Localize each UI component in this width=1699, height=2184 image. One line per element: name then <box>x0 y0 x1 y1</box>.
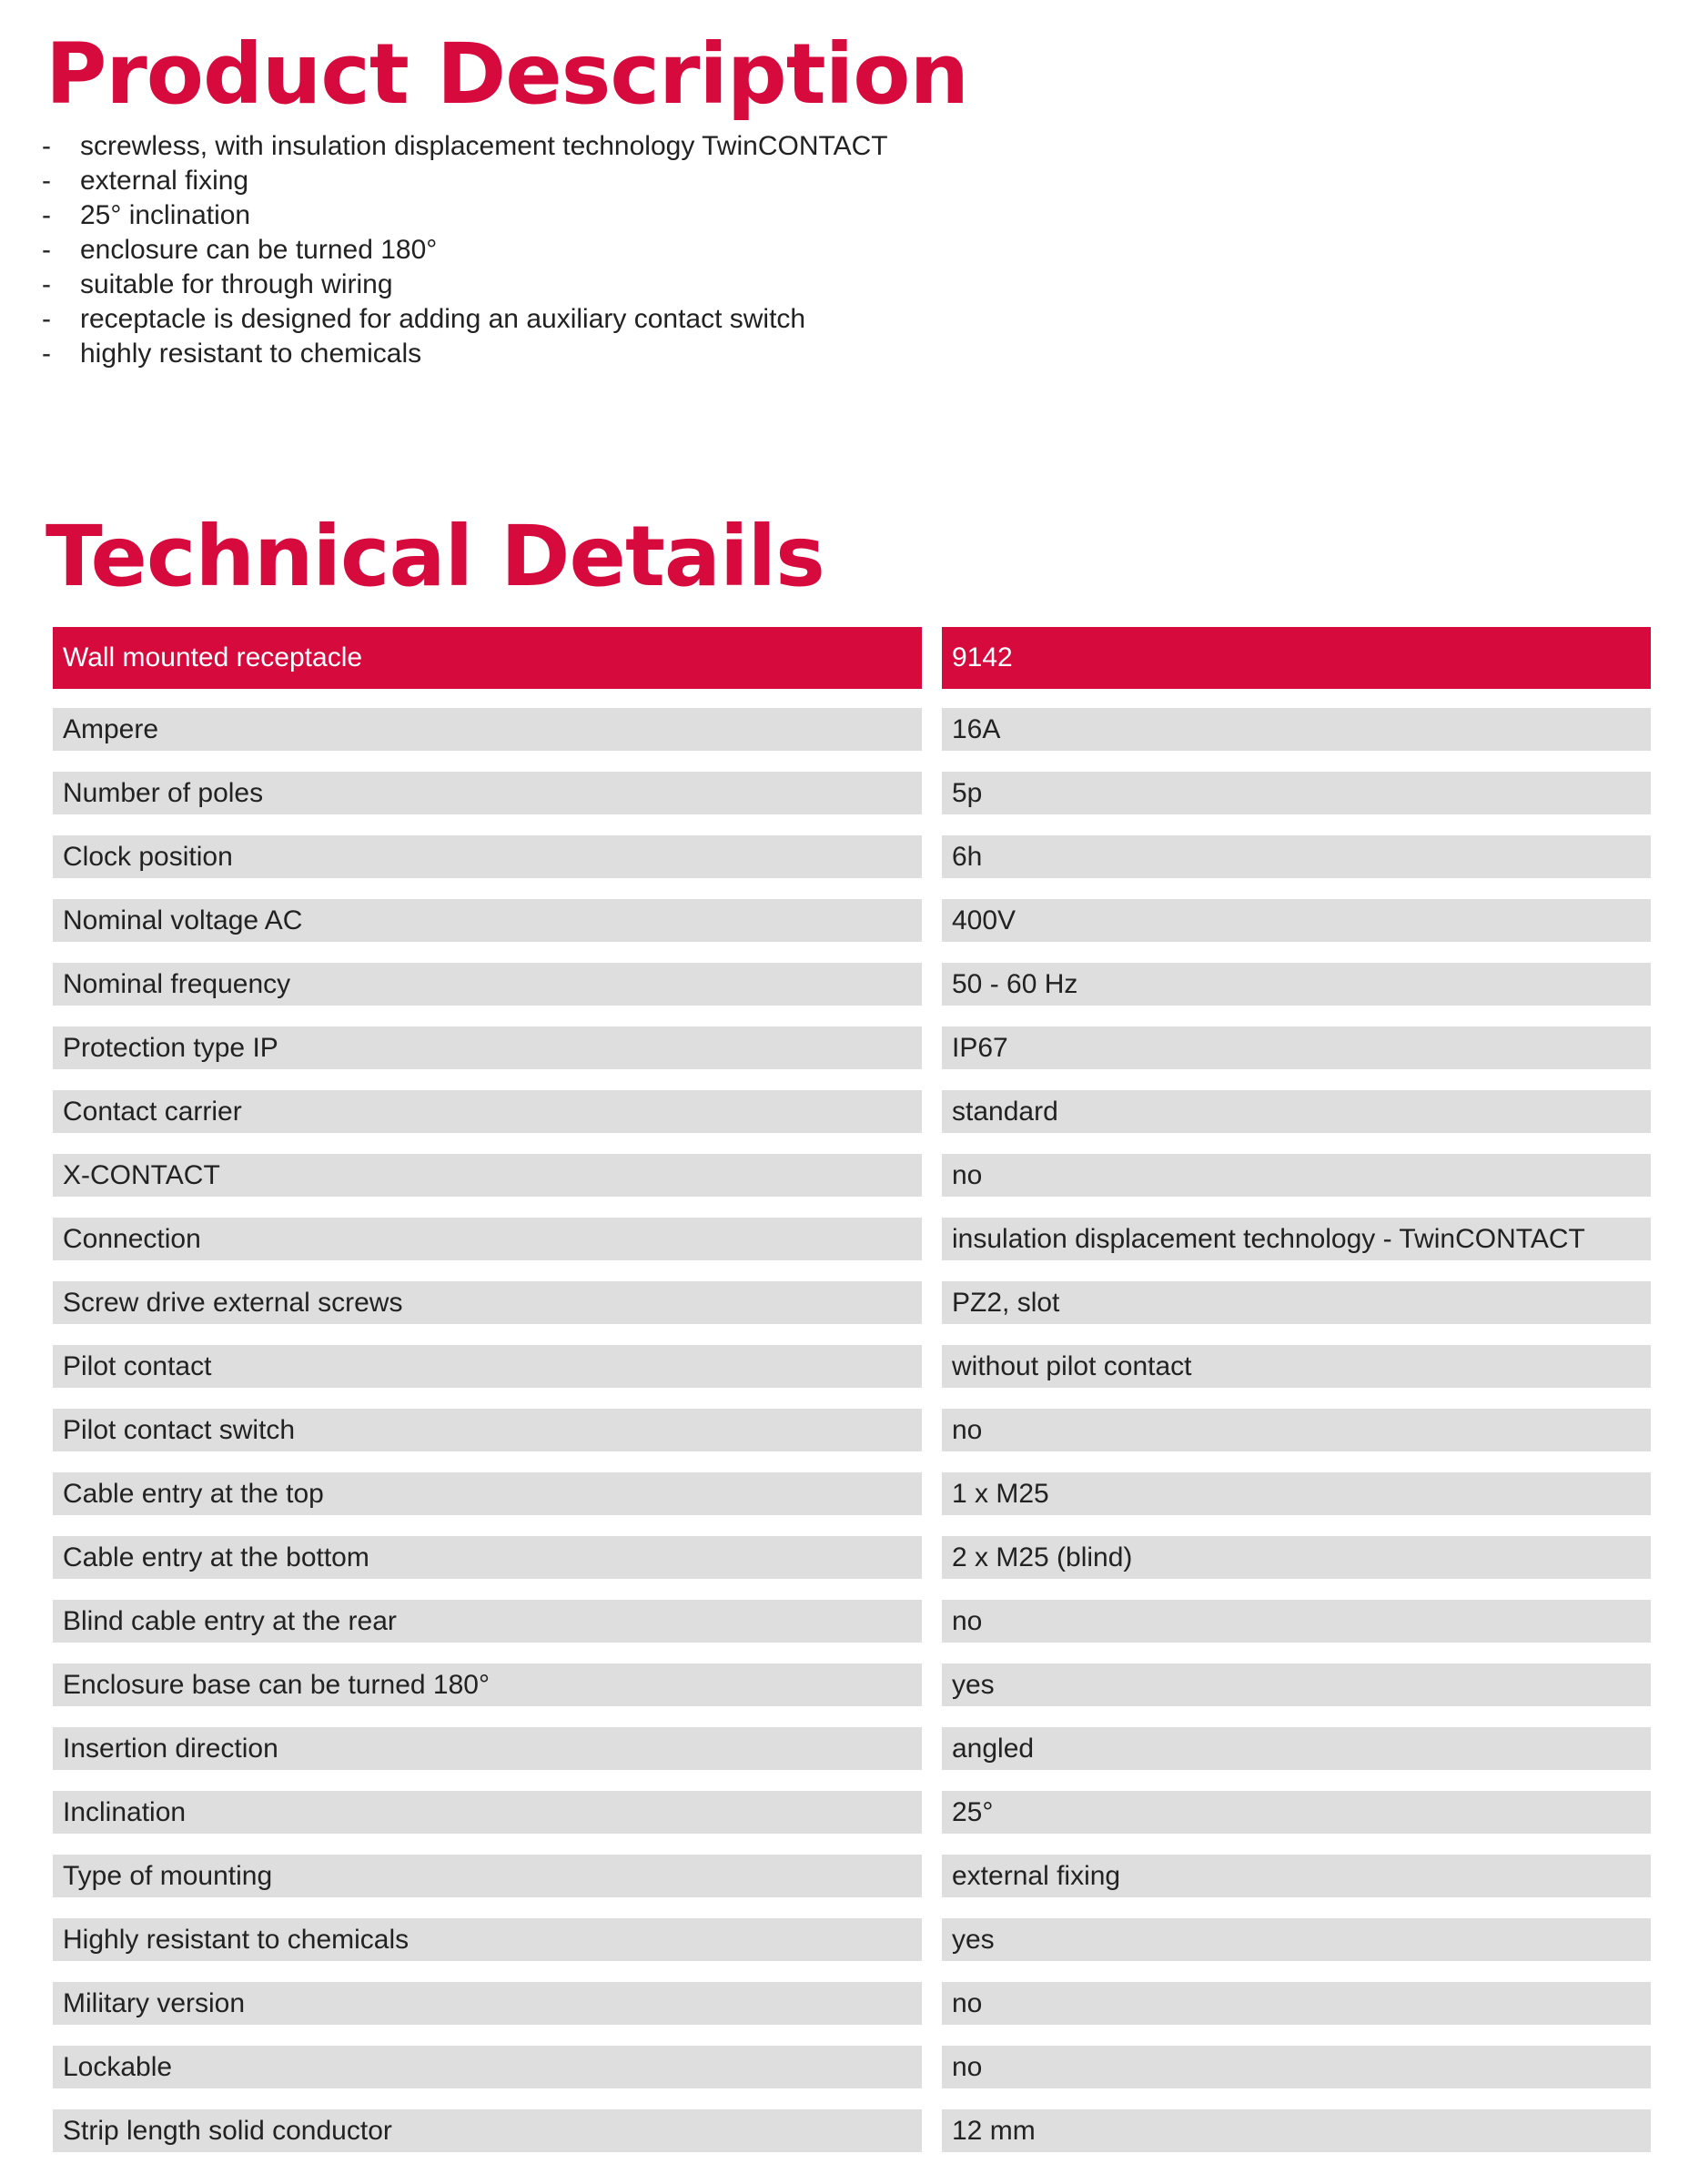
list-dash: - <box>42 339 51 369</box>
spec-value: yes <box>942 1663 1651 1706</box>
spec-row <box>53 1918 1651 1982</box>
spec-value: no <box>942 1154 1651 1197</box>
feature-list <box>42 129 888 371</box>
spec-label: Insertion direction <box>53 1727 922 1770</box>
spec-value: standard <box>942 1090 1651 1133</box>
spec-row <box>53 1663 1651 1727</box>
spec-label: Military version <box>53 1982 922 2025</box>
spec-row <box>53 2109 1651 2173</box>
spec-row <box>53 1154 1651 1218</box>
spec-row <box>53 1090 1651 1154</box>
spec-value: no <box>942 1982 1651 2025</box>
spec-label: Number of poles <box>53 772 922 814</box>
feature-item <box>42 129 888 164</box>
spec-label: X-CONTACT <box>53 1154 922 1197</box>
feature-item <box>42 164 888 198</box>
spec-rows <box>53 708 1651 2173</box>
spec-row <box>53 708 1651 772</box>
spec-label: Connection <box>53 1218 922 1260</box>
spec-row <box>53 772 1651 835</box>
list-dash: - <box>42 200 51 230</box>
spec-label: Inclination <box>53 1791 922 1834</box>
feature-text: enclosure can be turned 180° <box>80 235 438 265</box>
article-number: 9142 <box>942 627 1651 689</box>
feature-text: receptacle is designed for adding an auxiliary contact switch <box>80 304 806 334</box>
spec-row <box>53 1791 1651 1855</box>
feature-item <box>42 337 888 371</box>
spec-row <box>53 1727 1651 1791</box>
spec-value: no <box>942 2046 1651 2088</box>
spec-row <box>53 1218 1651 1281</box>
feature-item <box>42 198 888 233</box>
spec-row <box>53 1345 1651 1409</box>
spec-row <box>53 899 1651 963</box>
spec-label: Pilot contact switch <box>53 1409 922 1451</box>
feature-item <box>42 302 888 337</box>
spec-label: Protection type IP <box>53 1026 922 1069</box>
spec-row <box>53 1281 1651 1345</box>
spec-label: Cable entry at the top <box>53 1472 922 1515</box>
feature-text: screwless, with insulation displacement technology TwinCONTACT <box>80 131 888 161</box>
spec-value: 2 x M25 (blind) <box>942 1536 1651 1579</box>
technical-details-heading: Technical Details <box>46 508 824 605</box>
list-dash: - <box>42 131 51 161</box>
spec-label: Contact carrier <box>53 1090 922 1133</box>
spec-label: Blind cable entry at the rear <box>53 1600 922 1643</box>
spec-label: Cable entry at the bottom <box>53 1536 922 1579</box>
spec-label: Highly resistant to chemicals <box>53 1918 922 1961</box>
spec-value: no <box>942 1600 1651 1643</box>
spec-row <box>53 963 1651 1026</box>
technical-details-table <box>53 627 1651 2173</box>
spec-label: Enclosure base can be turned 180° <box>53 1663 922 1706</box>
spec-label: Pilot contact <box>53 1345 922 1388</box>
spec-value: 1 x M25 <box>942 1472 1651 1515</box>
product-description-heading: Product Description <box>46 25 968 123</box>
spec-label: Nominal voltage AC <box>53 899 922 942</box>
list-dash: - <box>42 304 51 334</box>
spec-row <box>53 2046 1651 2109</box>
spec-value: 12 mm <box>942 2109 1651 2152</box>
spec-label: Strip length solid conductor <box>53 2109 922 2152</box>
list-dash: - <box>42 166 51 196</box>
spec-row <box>53 1026 1651 1090</box>
spec-label: Type of mounting <box>53 1855 922 1897</box>
list-dash: - <box>42 269 51 299</box>
spec-row <box>53 835 1651 899</box>
spec-label: Nominal frequency <box>53 963 922 1006</box>
spec-value: insulation displacement technology - TwinCONTACT <box>942 1218 1651 1260</box>
spec-row <box>53 1409 1651 1472</box>
feature-text: external fixing <box>80 166 249 196</box>
spec-label: Screw drive external screws <box>53 1281 922 1324</box>
spec-row <box>53 1600 1651 1663</box>
spec-label: Ampere <box>53 708 922 751</box>
feature-text: highly resistant to chemicals <box>80 339 422 369</box>
spec-value: 25° <box>942 1791 1651 1834</box>
spec-value: 50 - 60 Hz <box>942 963 1651 1006</box>
table-header-row <box>53 627 1651 708</box>
product-type-label: Wall mounted receptacle <box>53 627 922 689</box>
feature-text: suitable for through wiring <box>80 269 393 299</box>
spec-row <box>53 1982 1651 2046</box>
spec-value: 400V <box>942 899 1651 942</box>
spec-value: without pilot contact <box>942 1345 1651 1388</box>
spec-value: PZ2, slot <box>942 1281 1651 1324</box>
spec-value: external fixing <box>942 1855 1651 1897</box>
spec-value: yes <box>942 1918 1651 1961</box>
spec-label: Lockable <box>53 2046 922 2088</box>
spec-value: 16A <box>942 708 1651 751</box>
spec-row <box>53 1536 1651 1600</box>
spec-value: angled <box>942 1727 1651 1770</box>
spec-row <box>53 1472 1651 1536</box>
feature-item <box>42 268 888 302</box>
spec-value: 6h <box>942 835 1651 878</box>
feature-item <box>42 233 888 268</box>
spec-row <box>53 1855 1651 1918</box>
feature-text: 25° inclination <box>80 200 251 230</box>
list-dash: - <box>42 235 51 265</box>
spec-value: 5p <box>942 772 1651 814</box>
spec-value: IP67 <box>942 1026 1651 1069</box>
spec-value: no <box>942 1409 1651 1451</box>
spec-label: Clock position <box>53 835 922 878</box>
